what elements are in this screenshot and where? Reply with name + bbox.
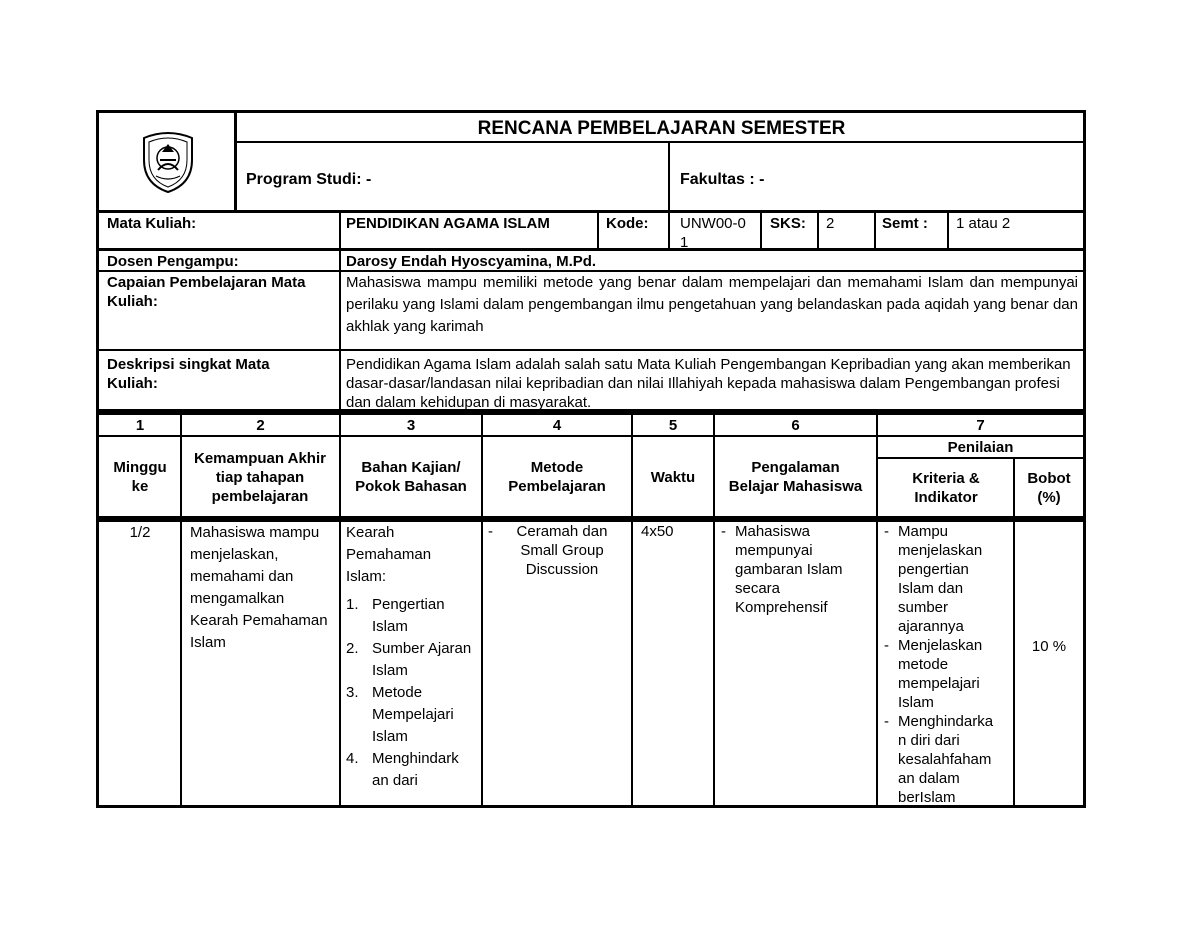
list-text: Menghindark an dari <box>372 750 459 789</box>
list-number: 3. <box>346 684 359 701</box>
kode-label: Kode: <box>606 215 649 232</box>
dosen-value: Darosy Endah Hyoscyamina, M.Pd. <box>346 253 597 270</box>
list-item <box>884 522 1012 636</box>
page-title: RENCANA PEMBELAJARAN SEMESTER <box>477 118 846 139</box>
cpmk-label: Capaian Pembelajaran Mata Kuliah: <box>107 274 306 310</box>
metode-text: Ceramah dan Small Group Discussion <box>516 523 608 578</box>
divider <box>817 210 819 250</box>
divider <box>713 412 715 808</box>
list-item <box>346 638 478 682</box>
cell-pengalaman <box>721 522 871 617</box>
dash: - <box>488 523 493 540</box>
header-waktu: Waktu <box>650 468 696 486</box>
col-number: 5 <box>668 417 678 434</box>
list-number: 4. <box>346 750 359 767</box>
col-number: 2 <box>256 417 265 434</box>
list-text: Pengertian Islam <box>372 596 445 635</box>
dash: - <box>884 637 889 654</box>
col-number: 4 <box>552 417 562 434</box>
semt-value: 1 atau 2 <box>956 215 1011 232</box>
university-seal-icon <box>140 130 196 194</box>
divider <box>96 349 1086 351</box>
header-kriteria: Kriteria & Indikator <box>912 469 980 506</box>
divider <box>236 141 1086 143</box>
cell-waktu: 4x50 <box>641 523 674 540</box>
divider <box>96 210 1086 213</box>
cell-kriteria <box>884 522 1012 807</box>
header-metode: Metode Pembelajaran <box>508 459 606 495</box>
list-text: Metode Mempelajari Islam <box>372 684 454 745</box>
list-text: Menjelaskan metode mempelajari Islam <box>898 637 983 711</box>
list-item <box>346 748 478 792</box>
divider <box>96 248 1086 251</box>
header-penilaian: Penilaian <box>947 438 1014 456</box>
divider <box>668 210 670 250</box>
dash: - <box>884 523 889 540</box>
divider <box>339 412 341 808</box>
divider <box>339 210 341 412</box>
sks-label: SKS: <box>770 215 806 232</box>
sks-value: 2 <box>826 215 835 232</box>
header-pengalaman: Pengalaman Belajar Mahasiswa <box>728 459 863 495</box>
divider <box>874 210 876 250</box>
header-bobot: Bobot (%) <box>1027 469 1071 506</box>
list-item <box>884 712 1012 807</box>
list-number: 2. <box>346 640 359 657</box>
divider <box>876 412 878 808</box>
mata-kuliah-value: PENDIDIKAN AGAMA ISLAM <box>346 215 550 232</box>
col-number: 7 <box>976 417 985 434</box>
divider <box>668 141 670 211</box>
dash: - <box>721 523 726 540</box>
semt-label: Semt : <box>882 215 928 232</box>
divider <box>597 210 599 250</box>
kode-value: UNW00-01 <box>680 215 746 251</box>
dosen-label: Dosen Pengampu: <box>107 253 239 270</box>
fakultas: Fakultas : - <box>680 171 765 188</box>
cell-metode <box>488 522 628 579</box>
col-number: 1 <box>135 417 145 434</box>
col-number: 6 <box>791 417 800 434</box>
divider <box>481 412 483 808</box>
list-item <box>346 594 478 638</box>
header-minggu: Minggu ke <box>113 459 167 495</box>
header-bahan: Bahan Kajian/ Pokok Bahasan <box>355 459 467 495</box>
bahan-intro: Kearah Pemahaman Islam: <box>346 524 432 585</box>
list-text: Menghindarka n diri dari kesalahfaham an dalam berIslam <box>898 713 994 806</box>
cpmk-value: Mahasiswa mampu memiliki metode yang benar dalam mempelajari dan memahami Islam dan mempunyai perilaku yang Islami dalam pengembangan ilmu pengetahuan yang belandaskan pada aqidah yang benar dan akhlak yang karimah <box>346 274 1078 335</box>
cell-minggu: 1/2 <box>129 524 151 541</box>
divider <box>947 210 949 250</box>
dash: - <box>884 713 889 730</box>
deskripsi-value: Pendidikan Agama Islam adalah salah satu Mata Kuliah Pengembangan Kepribadian yang akan memberikan dasar-dasar/landasan nilai kepribadian dan nilai Illahiyah kepada mahasiswa dalam Pengembangan profesi dan dalam kehidupan di masyarakat. <box>346 356 1071 411</box>
list-item <box>346 682 478 748</box>
mata-kuliah-label: Mata Kuliah: <box>107 215 197 232</box>
list-text: Mampu menjelaskan pengertian Islam dan sumber ajarannya <box>898 523 983 635</box>
cell-bahan <box>346 522 478 792</box>
list-text: Sumber Ajaran Islam <box>372 640 472 679</box>
list-number: 1. <box>346 596 359 613</box>
cell-kemampuan: Mahasiswa mampu menjelaskan, memahami dan mengamalkan Kearah Pemahaman Islam <box>190 524 328 651</box>
deskripsi-label: Deskripsi singkat Mata Kuliah: <box>107 356 270 392</box>
divider <box>760 210 762 250</box>
bahan-list <box>346 594 478 792</box>
col-number: 3 <box>406 417 416 434</box>
divider <box>180 412 182 808</box>
divider <box>631 412 633 808</box>
program-studi: Program Studi: - <box>246 171 372 188</box>
header-kemampuan: Kemampuan Akhir tiap tahapan pembelajaran <box>194 449 326 505</box>
list-item <box>884 636 1012 712</box>
cell-bobot: 10 % <box>1031 638 1067 655</box>
pengalaman-text: Mahasiswa mempunyai gambaran Islam secara Komprehensif <box>735 523 843 616</box>
